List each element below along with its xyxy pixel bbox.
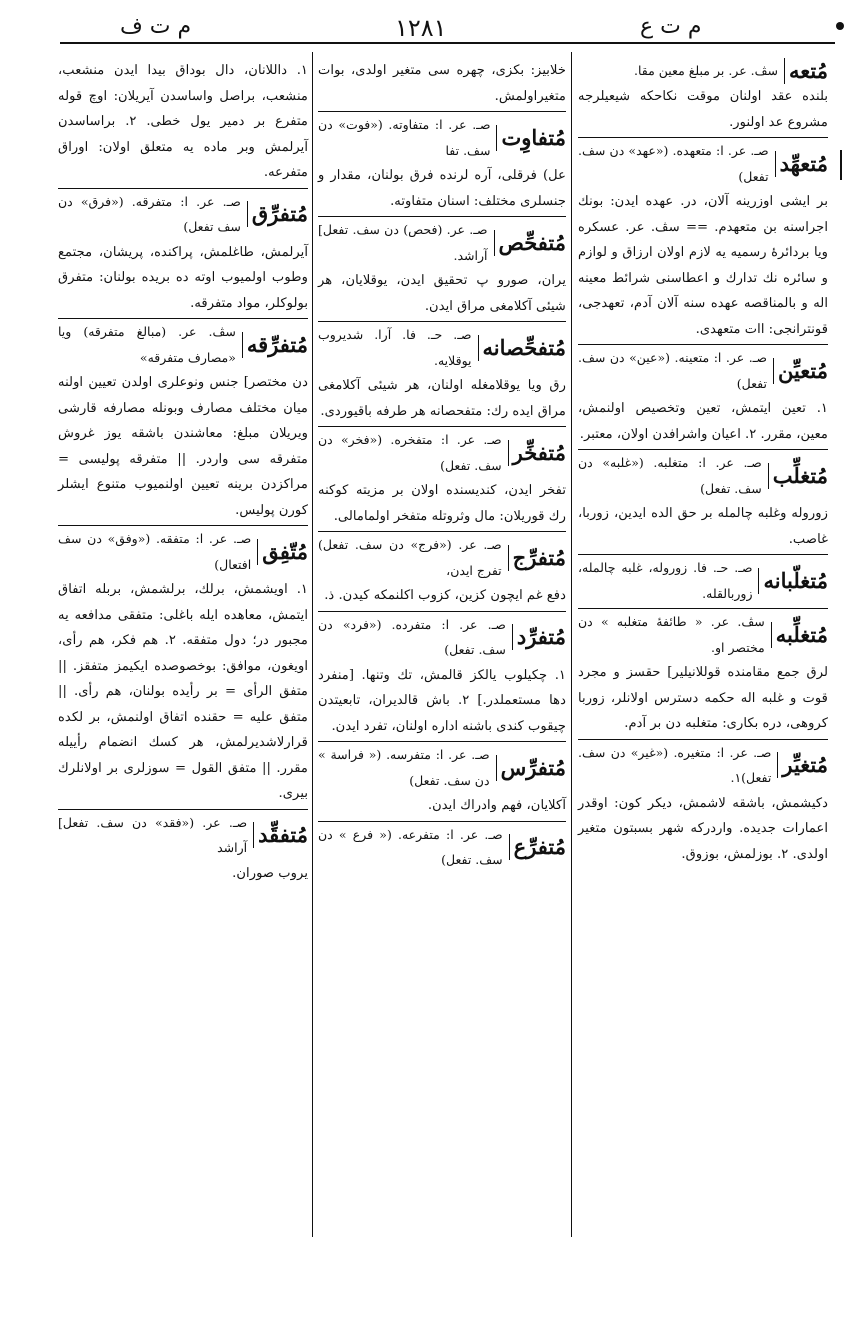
column-middle [318,58,566,875]
definition-text: ١. اویشمش، برلك، برلشمش، بربله اتفاق ایتمش، معاهده ایله باغلی: متفقی مدافعه یه مجبور در؛ دول متفقه. ٢. هم فکر، هم رأی، اویغون، موافق: بوخصوصده ایکیمز متفقز. || متفق الرأی = بر رأیده بولنان، هم رأی. || متفق علیه = حقنده اتفاق اولنمش، بر لکده قرارلاشدیرلمش، هر کسك انضمام رأییله مقرر. || متفق القول = سوزلری بر اولانلرك بیری. [58,582,308,801]
dictionary-entry [318,322,566,427]
headword: مُتفرِّس [496,755,566,781]
headword: مُتغلِّبه [771,622,828,648]
definition-text: خلابیز: بکزی، چهره سی متغیر اولدی، بوات متغیراولمش. [318,63,566,104]
dictionary-entry [318,217,566,322]
headword: مُتغلِّب [768,463,828,489]
grammar-note: سڤ. عر. « طائفهٔ متغلبه » دن مختصر او. [578,614,765,655]
grammar-note: صـ. عر. ا: متغیره. («غیر» دن سف. تفعل)١. [578,744,772,785]
dictionary-entry [318,742,566,822]
dictionary-entry [58,810,308,889]
headword: مُتغیِّر [777,752,828,778]
dictionary-entry [58,319,308,526]
dictionary-entry [318,532,566,612]
column-right [578,58,828,869]
grammar-note: صـ. عر. ا: متفرقه. («فرق» دن سف تفعل) [58,193,241,234]
headword: مُتفحِّصانه [478,335,566,361]
definition-text: آکلایان، فهم وادراك ایدن. [427,798,566,813]
entry-heading [578,58,828,84]
dictionary-entry [578,450,828,555]
margin-bar [840,150,842,180]
dictionary-entry [578,555,828,609]
definition-text: بلنده عقد اولنان موقت نکاحکه شیعیلرجه مشروع عد اولنور. [578,89,828,130]
grammar-note: صـ. عر. («فقد» دن سف. تفعل] آراشد [58,814,248,855]
entry-heading [318,612,566,663]
entry-heading [318,532,566,583]
definition-text: زوروله وغلبه چالمله بر حق الده ایدین، زوربا، غاصب. [578,506,828,547]
dictionary-entry [318,612,566,743]
grammar-note: سڤ. عر. (مبالغ متفرقه) ویا «مصارف متفرقه» [58,324,236,365]
entry-heading [578,555,828,606]
entry-heading [578,740,828,791]
header-rule [60,42,835,44]
dictionary-entry [578,138,828,345]
grammar-note: صـ. عر. («فرج» دن سف. تفعل) تفرج ایدن، [318,537,502,578]
entry-heading [318,217,566,268]
headword: مُتفرِّع [509,834,566,860]
headword: مُتفرِّقه [242,332,308,358]
entry-heading [318,427,566,478]
dictionary-entry [58,189,308,320]
dictionary-entry [318,822,566,875]
grammar-note: صـ. عر. ا: متفخره. («فخر» دن سف. تفعل) [318,432,502,473]
header-right-letters: م ت ع [640,14,702,39]
grammar-note: صـ. حـ. فا. آرا. شدیروب یوقلایه. [318,327,472,368]
grammar-note: صـ. عر. ا: متغلبه. («غلبه» دن سف. تفعل) [578,455,762,496]
headword: مُتفرِّج [508,545,566,571]
dictionary-entry [578,609,828,740]
dictionary-entry [578,740,828,870]
dictionary-entry [58,58,308,189]
grammar-note: صـ. حـ. فا. زوروله، غلبه چالمله، زوربالقله. [578,560,753,601]
entry-heading [318,822,566,873]
column-separator-left [312,52,313,1237]
dictionary-entry [318,112,566,217]
headword: مُتفرِّق [247,201,308,227]
definition-text: یران، صورو پ تحقیق ایدن، یوقلایان، هر شیئی آکلامغی مراق ایدن. [318,273,566,314]
grammar-note: صـ. عر. ا: متفرعه. (« فرع » دن سف. تفعل) [318,826,503,867]
definition-text: دن مختصر] جنس ونوعلری اولدن تعیین اولنه میان مختلف مصارف وبونله مصارفه قارشی ویریلان مبلغ: معاشندن باشقه یوز غروش متفرقه سی واردر. || متفرقه پولیسی = مراکزدن برینه تعیین اولنمیوب متنوع ایشلر کورن پولیس. [58,375,308,518]
entry-heading [578,609,828,660]
dictionary-entry [58,526,308,810]
definition-text: لرق جمع مقامنده قوللانیلیر] حقسز و مجرد قوت و غلبه اله حکمه دسترس اولانلر، زوربا کروهی، دره بکاری: متغلبه دن بر آدم. [578,665,828,731]
entry-heading [58,526,308,577]
definition-text: ١. داللانان، دال بوداق بیدا ایدن منشعب، منشعب، براصل واساسدن آیریلان: اوچ قوله متفرع بر دمیر یول خطی. ٢. براساسدن آیرلمش وبر ماده یه متعلق اولان: اوراق متفرعه. [58,63,308,180]
headword: مُتفرِّد [512,624,566,650]
column-left [58,58,308,888]
definition-text: تفخر ایدن، کندیسنده اولان بر مزیته کوکنه رك قوریلان: مال وثروتله متفخر اولمامالی. [318,483,566,524]
headword: مُتعیِّن [773,358,828,384]
entry-heading [318,742,566,793]
headword: مُتفحِّص [494,230,567,256]
definition-text: آیرلمش، طاغلمش، پراکنده، پریشان، مجتمع وطوب اولمیوب اوته ده بریده بولنان: متفرق بولوکلر، مواد متفرقه. [58,244,308,311]
headword: مُتعهِّد [775,151,828,177]
grammar-note: صـ. عر. ا: متعینه. («عین» دن سف. تفعل) [578,350,767,391]
grammar-note: صـ. عر. ا: متعهده. («عهد» دن سف. تفعل) [578,143,769,184]
entry-heading [58,810,308,861]
headword: مُتفاوِت [496,125,566,151]
headword: مُتعه [784,58,828,84]
headword: مُتّفِق [257,539,308,565]
entry-heading [58,319,308,370]
entry-heading [578,345,828,396]
entry-heading [578,138,828,189]
definition-text: رق ویا یوقلامغله اولنان، هر شیئی آکلامغی مراق ایده رك: متفحصانه هر طرفه باقیوردی. [318,378,566,419]
definition-text: یروب صوران. [232,865,308,881]
headword: مُتغلّبانه [758,568,828,594]
dictionary-entry [578,58,828,138]
page-header [0,8,849,42]
definition-text: دکیشمش، باشقه لاشمش، دیکر کون: اوقدر اعمارات جدیده. واردرکه شهر بسبتون متغیر اولدی. ٢. بوزلمش، بوزوق. [578,795,828,862]
dictionary-entry [318,427,566,532]
margin-dot [836,22,844,30]
entry-heading [578,450,828,501]
grammar-note: صـ. عر. ا: متفاوته. («فوت» دن سف. تفا [318,117,491,158]
definition-text: ١. تعین ایتمش، تعین وتخصیص اولنمش، معین، مقرر. ٢. اعیان واشرافدن اولان، معتبر. [578,401,828,442]
definition-text: دفع غم ایچون کزین، کزوب اکلنمکه کیدن. ذ. [324,588,566,603]
dictionary-entry [578,345,828,450]
definition-text: بر ایشی اوزرینه آلان، در. عهده ایدن: بونك اجراسنه بن متعهدم. == سڤ. عر. عسکره ویا بردائرهٔ رسمیه یه لازم اولان ارزاق و لوازم و سائره نك تدارك و اعطاسنی شرائط معینه اله و بالمناقصه عهده سنه آلان آدم، تعهدجی، قونترانجی: اات متعهدی. [578,194,828,337]
definition-text: ١. چکیلوب یالکز قالمش، تك وتنها. [منفرد دها مستعملدر.] ٢. باش قالدیران، تابعیتدن چیقوب کندی باشنه اداره اولنان، تفرد ایدن. [318,667,567,734]
entry-heading [58,189,308,240]
grammar-note: صـ. عر. ا: متفرده. («فرد» دن سف. تفعل) [318,616,506,657]
page-number: ١٢٨١ [395,14,447,42]
grammar-note: صـ. عر. ا: متفرسه. (« فراسة » دن سف. تفعل) [318,747,490,788]
definition-text: عل) فرقلی، آره لرنده فرق بولنان، مقدار و جنسلری مختلف: اسنان متفاوته. [318,168,566,209]
headword: مُتفقِّد [253,822,308,848]
grammar-note: صـ. عر. (فحص) دن سف. تفعل] آراشد. [318,222,488,263]
entry-heading [318,322,566,373]
grammar-note: سڤ. عر. بر مبلغ معین مقا. [633,63,779,79]
headword: مُتفخِّر [508,440,566,466]
header-left-letters: م ت ف [120,14,192,39]
grammar-note: صـ. عر. ا: متفقه. («وفق» دن سف افتعال) [58,531,252,572]
dictionary-entry [318,58,566,112]
column-separator-right [571,52,572,1237]
entry-heading [318,112,566,163]
